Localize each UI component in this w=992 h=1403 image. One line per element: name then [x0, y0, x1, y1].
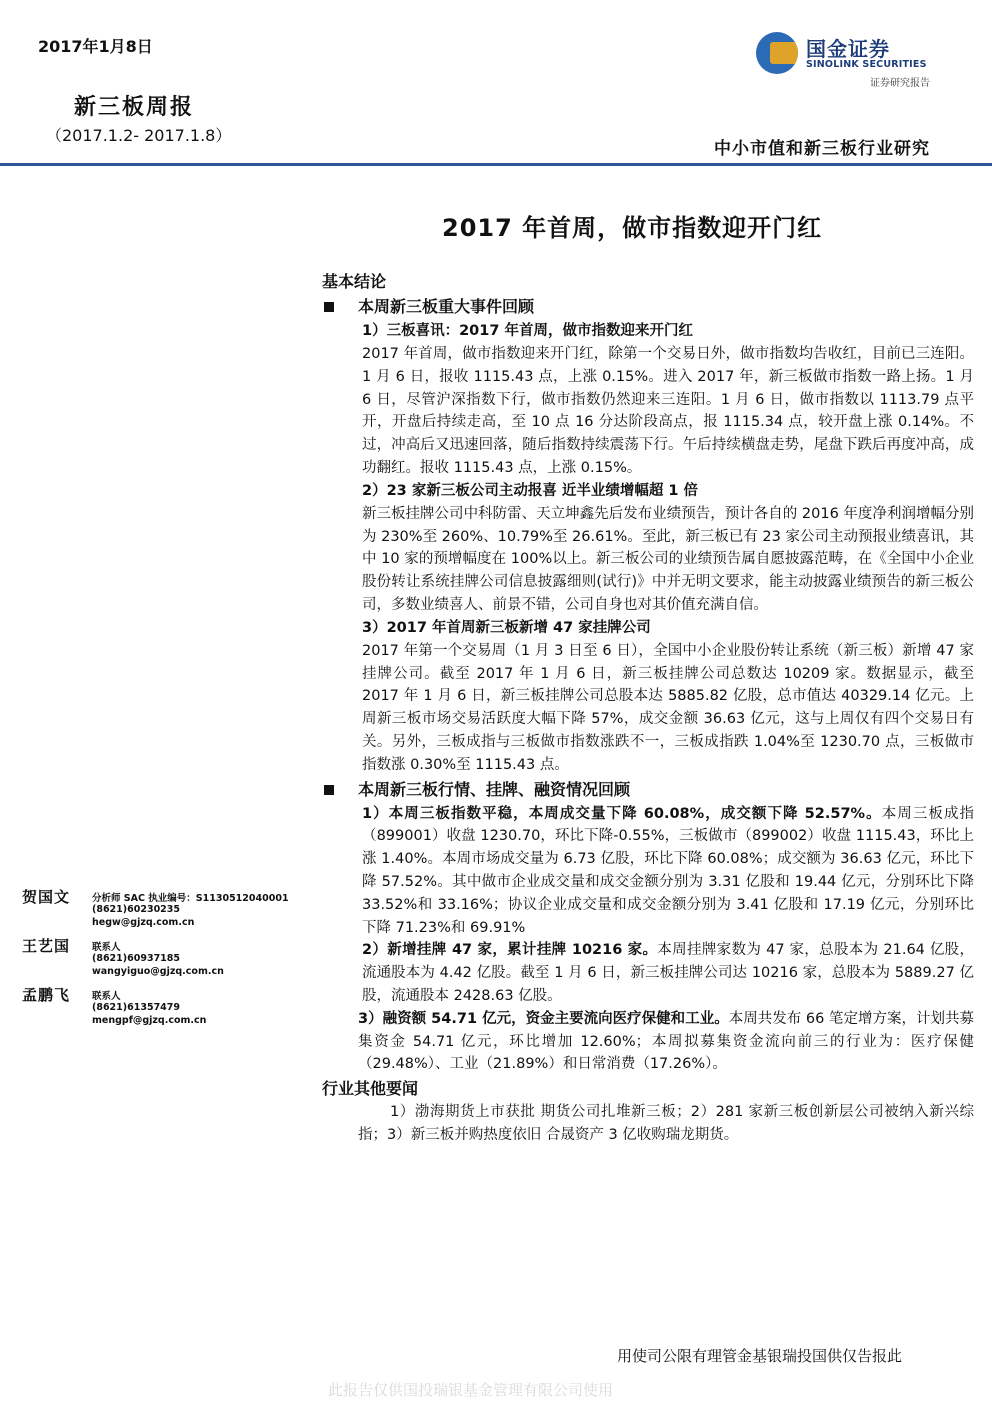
analyst-card — [22, 884, 302, 933]
report-period: （2017.1.2- 2017.1.8） — [46, 126, 232, 145]
market-review-body: 本周挂牌家数为 47 家，总股本为 21.64 亿股，流通股本为 4.42 亿股。截至 1 月 6 日，新三板挂牌公司达 10216 家，总股本为 5889.27 亿股，流通股本 2428.63 亿股。 — [362, 942, 974, 1004]
section-heading-text: 本周新三板行情、挂牌、融资情况回顾 — [358, 779, 631, 799]
analyst-email[interactable]: wangyiguo@gjzq.com.cn — [92, 966, 224, 977]
report-headline: 2017 年首周，做市指数迎开门红 — [442, 214, 823, 242]
analyst-name: 贺国文 — [22, 888, 71, 906]
analyst-role: 联系人 — [92, 942, 121, 953]
market-review-lead: 1）本周三板指数平稳，本周成交量下降 60.08%，成交额下降 52.57%。 — [362, 805, 882, 822]
event-body: 新三板挂牌公司中科防雷、天立坤鑫先后发布业绩预告，预计各自的 2016 年度净利润增幅分别为 230%至 260%、10.79%至 26.61%。至此，新三板已有 23 家公司主动预报业绩喜讯，其中 10 家的预增幅度在 100%以上。新三板公司的业绩预告属自愿披露范畴，在《全国中小企业股份转让系统挂牌公司信息披露细则(试行)》中并无明文要求，能主动披露业绩预告的新三板公司，多数业绩喜人、前景不错，公司自身也对其价值充满自信。 — [362, 505, 974, 613]
analyst-email[interactable]: hegw@gjzq.com.cn — [92, 917, 195, 928]
bullet-square-icon — [324, 302, 334, 312]
analyst-role: 分析师 SAC 执业编号：S1130512040001 — [92, 893, 289, 904]
analyst-card — [22, 982, 302, 1031]
other-news-body: 1）渤海期货上市获批 期货公司扎堆新三板；2）281 家新三板创新层公司被纳入新兴综指；3）新三板并购热度依旧 合晟资产 3 亿收购瑞龙期货。 — [358, 1104, 974, 1143]
report-series-title: 新三板周报 — [74, 95, 195, 120]
analyst-email[interactable]: mengpf@gjzq.com.cn — [92, 1015, 207, 1026]
logo-subtitle: 证券研究报告 — [870, 78, 930, 89]
main-content — [322, 270, 974, 1147]
basic-conclusion-heading: 基本结论 — [322, 272, 387, 291]
section-heading — [322, 777, 974, 803]
market-review-item — [322, 939, 974, 1007]
analyst-list — [22, 884, 302, 1031]
analyst-name: 孟鹏飞 — [22, 986, 71, 1004]
market-review-item — [322, 1008, 974, 1076]
analyst-card — [22, 933, 302, 982]
section-heading — [322, 294, 974, 320]
other-news-heading: 行业其他要闻 — [322, 1079, 419, 1099]
logo-chinese-name: 国金证券 — [806, 37, 890, 61]
market-review-body: 本周三板成指（899001）收盘 1230.70，环比下降-0.55%，三板做市（899002）收盘 1115.43，环比上涨 1.40%。本周市场成交量为 6.73 亿股，环比下降 60.08%；成交额为 36.63 亿元，环比下降 57.52%。其中做市企业成交量和成交金额分别为 3.31 亿股和 19.44 亿元，分别环比下降 33.52%和 33.16%；协议企业成交量和成交金额分别为 3.41 亿股和 17.19 亿元，分别环比下降 71.23%和 69.91% — [362, 805, 974, 936]
analyst-role: 联系人 — [92, 991, 121, 1002]
event-body: 2017 年第一个交易周（1 月 3 日至 6 日），全国中小企业股份转让系统（新三板）新增 47 家挂牌公司。截至 2017 年 1 月 6 日，新三板挂牌公司总数达 10209 家。数据显示，截至 2017 年 1 月 6 日，新三板挂牌公司总股本达 5885.82 亿股，总市值达 40329.14 亿元。上周新三板市场交易活跃度大幅下降 57%，成交金额 36.63 亿元，这与上周仅有四个交易日有关。另外，三板成指与三板做市指数涨跌不一，三板成指跌 1.04%至 1230.70 点，三板做市指数涨 0.30%至 1115.43 点。 — [362, 642, 974, 773]
department-label: 中小市值和新三板行业研究 — [714, 139, 930, 159]
event-title: 1）三板喜讯：2017 年首周，做市指数迎来开门红 — [362, 323, 693, 339]
company-logo — [756, 30, 956, 90]
market-review-body: 本周共发布 66 笔定增方案，计划共募集资金 54.71 亿元，环比增加 12.60%；本周拟募集资金流向前三的行业为：医疗保健（29.48%）、工业（21.89%）和日常消费（17.26%）。 — [358, 1010, 974, 1073]
footer-watermark: 此报告仅供国投瑞银基金管理有限公司使用 — [328, 1381, 614, 1399]
footer-reversed-notice: 用使司公限有理管金基银瑞投国供仅告报此 — [617, 1347, 903, 1365]
event-title: 2）23 家新三板公司主动报喜 近半业绩增幅超 1 倍 — [362, 482, 699, 499]
analyst-phone: (8621)60230235 — [92, 904, 181, 915]
analyst-name: 王艺国 — [22, 937, 71, 955]
market-review-item — [322, 803, 974, 940]
header-divider — [0, 163, 992, 166]
analyst-phone: (8621)61357479 — [92, 1002, 181, 1013]
market-review-lead: 2）新增挂牌 47 家，累计挂牌 10216 家。 — [362, 942, 658, 959]
market-review-lead: 3）融资额 54.71 亿元，资金主要流向医疗保健和工业。 — [358, 1010, 729, 1027]
bullet-square-icon — [324, 785, 334, 795]
analyst-phone: (8621)60937185 — [92, 953, 181, 964]
event-body: 2017 年首周，做市指数迎来开门红，除第一个交易日外，做市指数均告收红，目前已三连阳。1 月 6 日，报收 1115.43 点，上涨 0.15%。进入 2017 年，新三板做市指数一路上扬。1 月 6 日，尽管沪深指数下行，做市指数仍然迎来三连阳。1 月 6 日，做市指数以 1113.79 点平开，开盘后持续走高，至 10 点 16 分达阶段高点，报 1115.34 点，较开盘上涨 0.14%。不过，冲高后又迅速回落，随后指数持续震荡下行。午后持续横盘走势，尾盘下跌后再度冲高，成功翻红。报收 1115.43 点，上涨 0.15%。 — [362, 346, 974, 476]
logo-english-name: SINOLINK SECURITIES — [806, 59, 927, 70]
event-title: 3）2017 年首周新三板新增 47 家挂牌公司 — [362, 619, 651, 636]
section-heading-text: 本周新三板重大事件回顾 — [358, 297, 535, 316]
logo-mark-icon — [756, 32, 798, 74]
report-date: 2017年1月8日 — [38, 37, 153, 56]
